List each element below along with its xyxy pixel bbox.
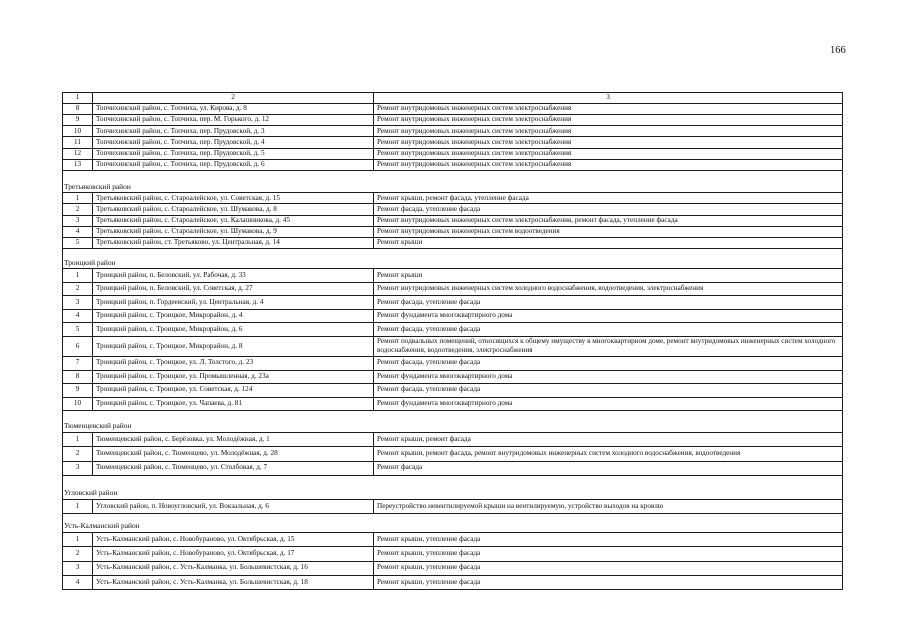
row-address: Троицкий район, с. Троицкое, Микрорайон, д. 6 bbox=[93, 323, 374, 337]
row-works: Ремонт крыши, утепление фасада bbox=[374, 561, 843, 575]
row-number: 4 bbox=[63, 226, 93, 237]
row-number: 6 bbox=[63, 336, 93, 356]
table-row bbox=[63, 323, 843, 337]
row-address: Угловский район, п. Новоугловский, ул. Вокзальная, д. 6 bbox=[93, 499, 374, 513]
header-col-works: 3 bbox=[374, 93, 843, 104]
table-row bbox=[63, 126, 843, 137]
row-works: Ремонт фундамента многоквартирного дома bbox=[374, 370, 843, 384]
row-works: Ремонт внутридомовых инженерных систем холодного водоснабжения, водоотведения, электроснабжения bbox=[374, 282, 843, 296]
row-number: 12 bbox=[63, 148, 93, 159]
table-body bbox=[63, 93, 843, 590]
table-row bbox=[63, 532, 843, 546]
row-number: 1 bbox=[63, 532, 93, 546]
row-works: Ремонт внутридомовых инженерных систем электроснабжения, ремонт фасада, утепление фасада bbox=[374, 215, 843, 226]
row-number: 13 bbox=[63, 160, 93, 171]
table-row bbox=[63, 499, 843, 513]
row-address: Тюменцевский район, с. Тюменцево, ул. Столбовая, д. 7 bbox=[93, 461, 374, 475]
row-works: Ремонт внутридомовых инженерных систем электроснабжения bbox=[374, 114, 843, 125]
table-row bbox=[63, 204, 843, 215]
row-works: Ремонт внутридомовых инженерных систем водоотведения bbox=[374, 226, 843, 237]
table-row bbox=[63, 397, 843, 411]
row-number: 1 bbox=[63, 499, 93, 513]
row-number: 8 bbox=[63, 103, 93, 114]
row-address: Топчихинский район, с. Топчиха, ул. Кирова, д. 8 bbox=[93, 103, 374, 114]
row-address: Усть-Калманский район, с. Усть-Калманка, ул. Большевистская, д. 16 bbox=[93, 561, 374, 575]
table-row bbox=[63, 114, 843, 125]
row-address: Топчихинский район, с. Топчиха, пер. Прудовской, д. 6 bbox=[93, 160, 374, 171]
row-works: Ремонт фасада, утепление фасада bbox=[374, 296, 843, 310]
row-number: 3 bbox=[63, 215, 93, 226]
row-works: Ремонт фасада, утепление фасада bbox=[374, 204, 843, 215]
row-address: Третьяковский район, с. Староалейское, ул. Калашникова, д. 45 bbox=[93, 215, 374, 226]
table-row bbox=[63, 226, 843, 237]
row-works: Ремонт крыши, утепление фасада bbox=[374, 575, 843, 589]
works-table bbox=[62, 92, 843, 590]
row-address: Третьяковский район, с. Староалейское, ул. Шумакова, д. 8 bbox=[93, 204, 374, 215]
row-number: 2 bbox=[63, 547, 93, 561]
row-works: Ремонт фасада, утепление фасада bbox=[374, 323, 843, 337]
row-address: Тюменцевский район, с. Берёзовка, ул. Молодёжная, д. 1 bbox=[93, 433, 374, 447]
table-row bbox=[63, 103, 843, 114]
section-title: Троицкий район bbox=[63, 248, 843, 269]
row-works: Ремонт фасада, утепление фасада bbox=[374, 384, 843, 398]
row-address: Троицкий район, с. Троицкое, Микрорайон, д. 8 bbox=[93, 336, 374, 356]
row-address: Третьяковский район, с. Староалейское, ул. Шумакова, д. 9 bbox=[93, 226, 374, 237]
row-works: Ремонт внутридомовых инженерных систем электроснабжения bbox=[374, 103, 843, 114]
table-row bbox=[63, 309, 843, 323]
row-works: Переустройство невентилируемой крыши на вентилируемую, устройство выходов на кровлю bbox=[374, 499, 843, 513]
section-header-row bbox=[63, 411, 843, 433]
table-header-row bbox=[63, 93, 843, 104]
row-works: Ремонт подвальных помещений, относящихся к общему имуществу в многоквартирном доме, ремонт внутридомовых инженерных систем холодного водоснабжения, водоотведения, электроснабжения bbox=[374, 336, 843, 356]
row-number: 1 bbox=[63, 269, 93, 283]
table-row bbox=[63, 447, 843, 461]
table-row bbox=[63, 215, 843, 226]
section-header-row bbox=[63, 171, 843, 193]
table-row bbox=[63, 237, 843, 248]
row-address: Троицкий район, с. Троицкое, ул. Л. Толстого, д. 23 bbox=[93, 357, 374, 371]
row-address: Троицкий район, с. Троицкое, Микрорайон, д. 4 bbox=[93, 309, 374, 323]
row-works: Ремонт крыши, утепление фасада bbox=[374, 532, 843, 546]
row-address: Топчихинский район, с. Топчиха, пер. М. Горького, д. 12 bbox=[93, 114, 374, 125]
row-number: 11 bbox=[63, 137, 93, 148]
row-address: Троицкий район, с. Троицкое, ул. Советская, д. 124 bbox=[93, 384, 374, 398]
row-number: 1 bbox=[63, 433, 93, 447]
table-row bbox=[63, 193, 843, 204]
header-col-number: 1 bbox=[63, 93, 93, 104]
table-row bbox=[63, 296, 843, 310]
row-works: Ремонт внутридомовых инженерных систем электроснабжения bbox=[374, 148, 843, 159]
row-number: 9 bbox=[63, 384, 93, 398]
row-works: Ремонт фасада, утепление фасада bbox=[374, 357, 843, 371]
row-address: Третьяковский район, ст. Третьяково, ул. Центральная, д. 14 bbox=[93, 237, 374, 248]
row-works: Ремонт крыши, ремонт фасада, утепление фасада bbox=[374, 193, 843, 204]
section-title: Тюменцевский район bbox=[63, 411, 843, 433]
row-works: Ремонт крыши bbox=[374, 237, 843, 248]
table-row bbox=[63, 269, 843, 283]
row-number: 1 bbox=[63, 193, 93, 204]
section-title: Третьяковский район bbox=[63, 171, 843, 193]
row-address: Топчихинский район, с. Топчиха, пер. Прудовской, д. 4 bbox=[93, 137, 374, 148]
table-row bbox=[63, 461, 843, 475]
table-row bbox=[63, 336, 843, 356]
table-row bbox=[63, 282, 843, 296]
section-title: Угловский район bbox=[63, 475, 843, 499]
row-works: Ремонт фасада bbox=[374, 461, 843, 475]
header-col-address: 2 bbox=[93, 93, 374, 104]
row-number: 3 bbox=[63, 561, 93, 575]
row-works: Ремонт внутридомовых инженерных систем электроснабжения bbox=[374, 137, 843, 148]
row-address: Троицкий район, с. Троицкое, ул. Промышленная, д. 23а bbox=[93, 370, 374, 384]
row-works: Ремонт внутридомовых инженерных систем электроснабжения bbox=[374, 126, 843, 137]
row-address: Тюменцевский район, с. Тюменцево, ул. Молодёжная, д. 28 bbox=[93, 447, 374, 461]
row-number: 3 bbox=[63, 461, 93, 475]
row-works: Ремонт крыши, ремонт фасада bbox=[374, 433, 843, 447]
table-row bbox=[63, 357, 843, 371]
table-row bbox=[63, 575, 843, 589]
table-row bbox=[63, 433, 843, 447]
row-number: 2 bbox=[63, 204, 93, 215]
row-number: 2 bbox=[63, 447, 93, 461]
row-address: Усть-Калманский район, с. Новобураново, ул. Октябрьская, д. 17 bbox=[93, 547, 374, 561]
section-header-row bbox=[63, 475, 843, 499]
section-header-row bbox=[63, 513, 843, 532]
table-row bbox=[63, 547, 843, 561]
table-row bbox=[63, 384, 843, 398]
row-works: Ремонт внутридомовых инженерных систем электроснабжения bbox=[374, 160, 843, 171]
row-number: 5 bbox=[63, 237, 93, 248]
row-number: 3 bbox=[63, 296, 93, 310]
section-header-row bbox=[63, 248, 843, 269]
row-address: Троицкий район, п. Гордеевский, ул. Центральная, д. 4 bbox=[93, 296, 374, 310]
row-number: 4 bbox=[63, 575, 93, 589]
page-number: 166 bbox=[830, 45, 846, 56]
table-row bbox=[63, 370, 843, 384]
row-works: Ремонт крыши, утепление фасада bbox=[374, 547, 843, 561]
row-number: 4 bbox=[63, 309, 93, 323]
table-row bbox=[63, 561, 843, 575]
row-works: Ремонт фундамента многоквартирного дома bbox=[374, 309, 843, 323]
row-address: Троицкий район, п. Беловский, ул. Рабочая, д. 33 bbox=[93, 269, 374, 283]
row-number: 10 bbox=[63, 126, 93, 137]
table-row bbox=[63, 137, 843, 148]
row-works: Ремонт крыши bbox=[374, 269, 843, 283]
row-address: Троицкий район, с. Троицкое, ул. Чапаева, д. 81 bbox=[93, 397, 374, 411]
row-works: Ремонт фундамента многоквартирного дома bbox=[374, 397, 843, 411]
table-row bbox=[63, 160, 843, 171]
row-number: 8 bbox=[63, 370, 93, 384]
row-address: Троицкий район, п. Беловский, ул. Советская, д. 27 bbox=[93, 282, 374, 296]
row-number: 2 bbox=[63, 282, 93, 296]
row-number: 7 bbox=[63, 357, 93, 371]
row-number: 5 bbox=[63, 323, 93, 337]
row-address: Усть-Калманский район, с. Новобураново, ул. Октябрьская, д. 15 bbox=[93, 532, 374, 546]
table-row bbox=[63, 148, 843, 159]
row-number: 10 bbox=[63, 397, 93, 411]
row-address: Топчихинский район, с. Топчиха, пер. Прудовской, д. 3 bbox=[93, 126, 374, 137]
row-address: Усть-Калманский район, с. Усть-Калманка, ул. Большевистская, д. 18 bbox=[93, 575, 374, 589]
section-title: Усть-Калманский район bbox=[63, 513, 843, 532]
row-address: Топчихинский район, с. Топчиха, пер. Прудовской, д. 5 bbox=[93, 148, 374, 159]
row-works: Ремонт крыши, ремонт фасада, ремонт внутридомовых инженерных систем холодного водоснабжения, водоотведения bbox=[374, 447, 843, 461]
row-address: Третьяковский район, с. Староалейское, ул. Советская, д. 15 bbox=[93, 193, 374, 204]
row-number: 9 bbox=[63, 114, 93, 125]
